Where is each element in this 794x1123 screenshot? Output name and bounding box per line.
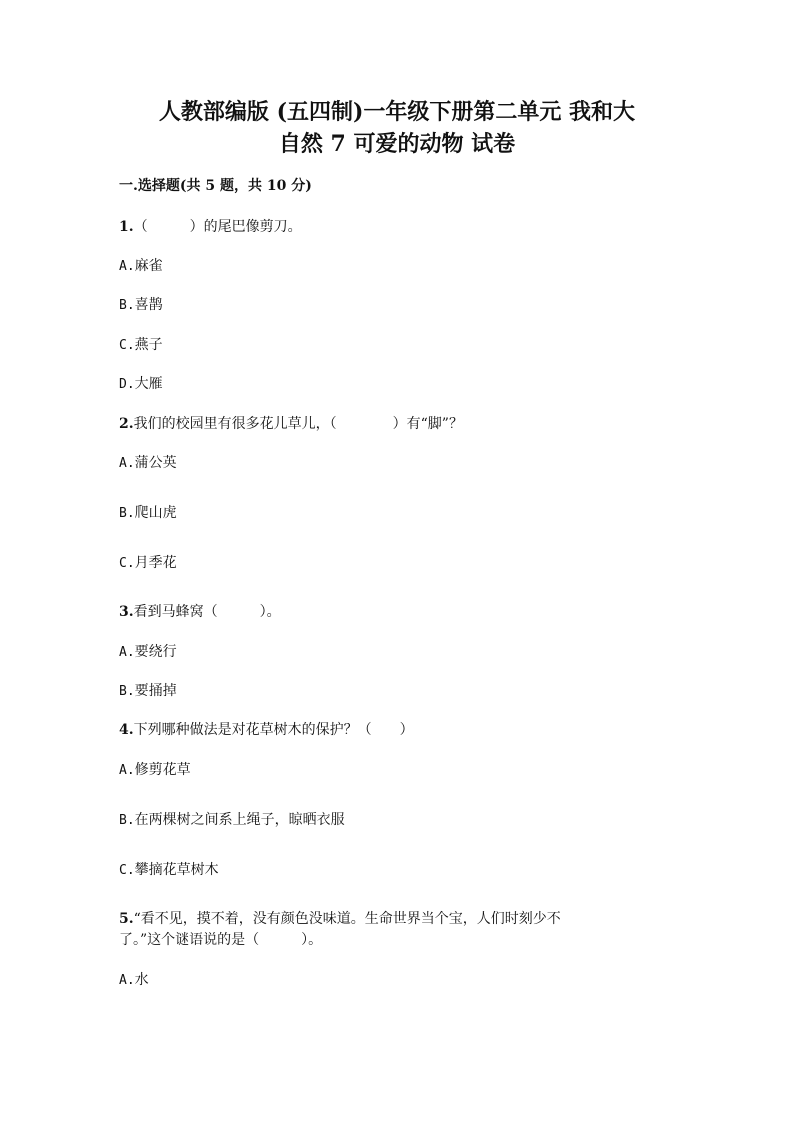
question-text: （ ）的尾巴像剪刀。 [133,219,302,235]
question-1-option-d [119,374,163,395]
question-4-option-a [119,760,191,781]
question-2-option-c [119,553,177,574]
option-text: 燕子 [134,337,163,353]
question-1-option-a [119,256,163,277]
question-text: “看不见，摸不着，没有颜色没味道。生命世界当个宝，人们时刻少不 [133,911,561,927]
option-letter: D. [119,377,135,392]
option-text: 大雁 [134,376,163,392]
question-number: 5. [119,911,134,927]
question-1-option-b [119,295,163,316]
question-text: 下列哪种做法是对花草树木的保护？（ ） [133,722,414,738]
option-text: 在两棵树之间系上绳子，晾晒衣服 [134,812,345,828]
question-1-option-c [119,335,163,356]
question-5-line1 [119,909,561,929]
question-4-option-c [119,860,219,881]
option-letter: A. [119,763,135,778]
document-title-line2: 自然 7 可爱的动物 试卷 [278,131,516,157]
question-3-option-a [119,642,177,663]
option-letter: A. [119,259,135,274]
question-2 [119,414,463,434]
option-letter: C. [119,863,135,878]
option-letter: C. [119,556,135,571]
question-4 [119,720,414,740]
option-letter: C. [119,338,135,353]
question-number: 4. [119,722,134,738]
option-text: 月季花 [134,555,177,571]
option-letter: B. [119,813,135,828]
question-1 [119,217,302,237]
option-text: 要捅掉 [134,683,177,699]
question-5-option-a [119,970,149,991]
question-number: 3. [119,604,134,620]
option-text: 麻雀 [134,258,163,274]
question-text: 了。”这个谜语说的是（ ）。 [119,932,323,948]
question-text: 我们的校园里有很多花儿草儿，（ ）有“脚”？ [133,416,463,432]
question-4-option-b [119,810,345,831]
option-letter: B. [119,506,135,521]
question-5-line2 [119,930,322,950]
question-3 [119,602,281,622]
option-text: 修剪花草 [134,762,191,778]
question-number: 2. [119,416,134,432]
option-letter: A. [119,973,135,988]
option-text: 水 [134,972,149,988]
question-3-option-b [119,681,177,702]
option-text: 蒲公英 [134,455,177,471]
option-letter: A. [119,456,135,471]
option-letter: B. [119,684,135,699]
option-text: 要绕行 [134,644,177,660]
question-2-option-b [119,503,177,524]
option-text: 爬山虎 [134,505,177,521]
option-letter: A. [119,645,135,660]
question-number: 1. [119,219,134,235]
question-text: 看到马蜂窝（ ）。 [133,604,281,620]
option-text: 喜鹊 [134,297,163,313]
option-text: 攀摘花草树木 [134,862,219,878]
section-heading: 一.选择题(共 5 题，共 10 分) [119,178,312,194]
option-letter: B. [119,298,135,313]
question-2-option-a [119,453,177,474]
document-title-line1: 人教部编版 (五四制)一年级下册第二单元 我和大 [158,99,636,125]
